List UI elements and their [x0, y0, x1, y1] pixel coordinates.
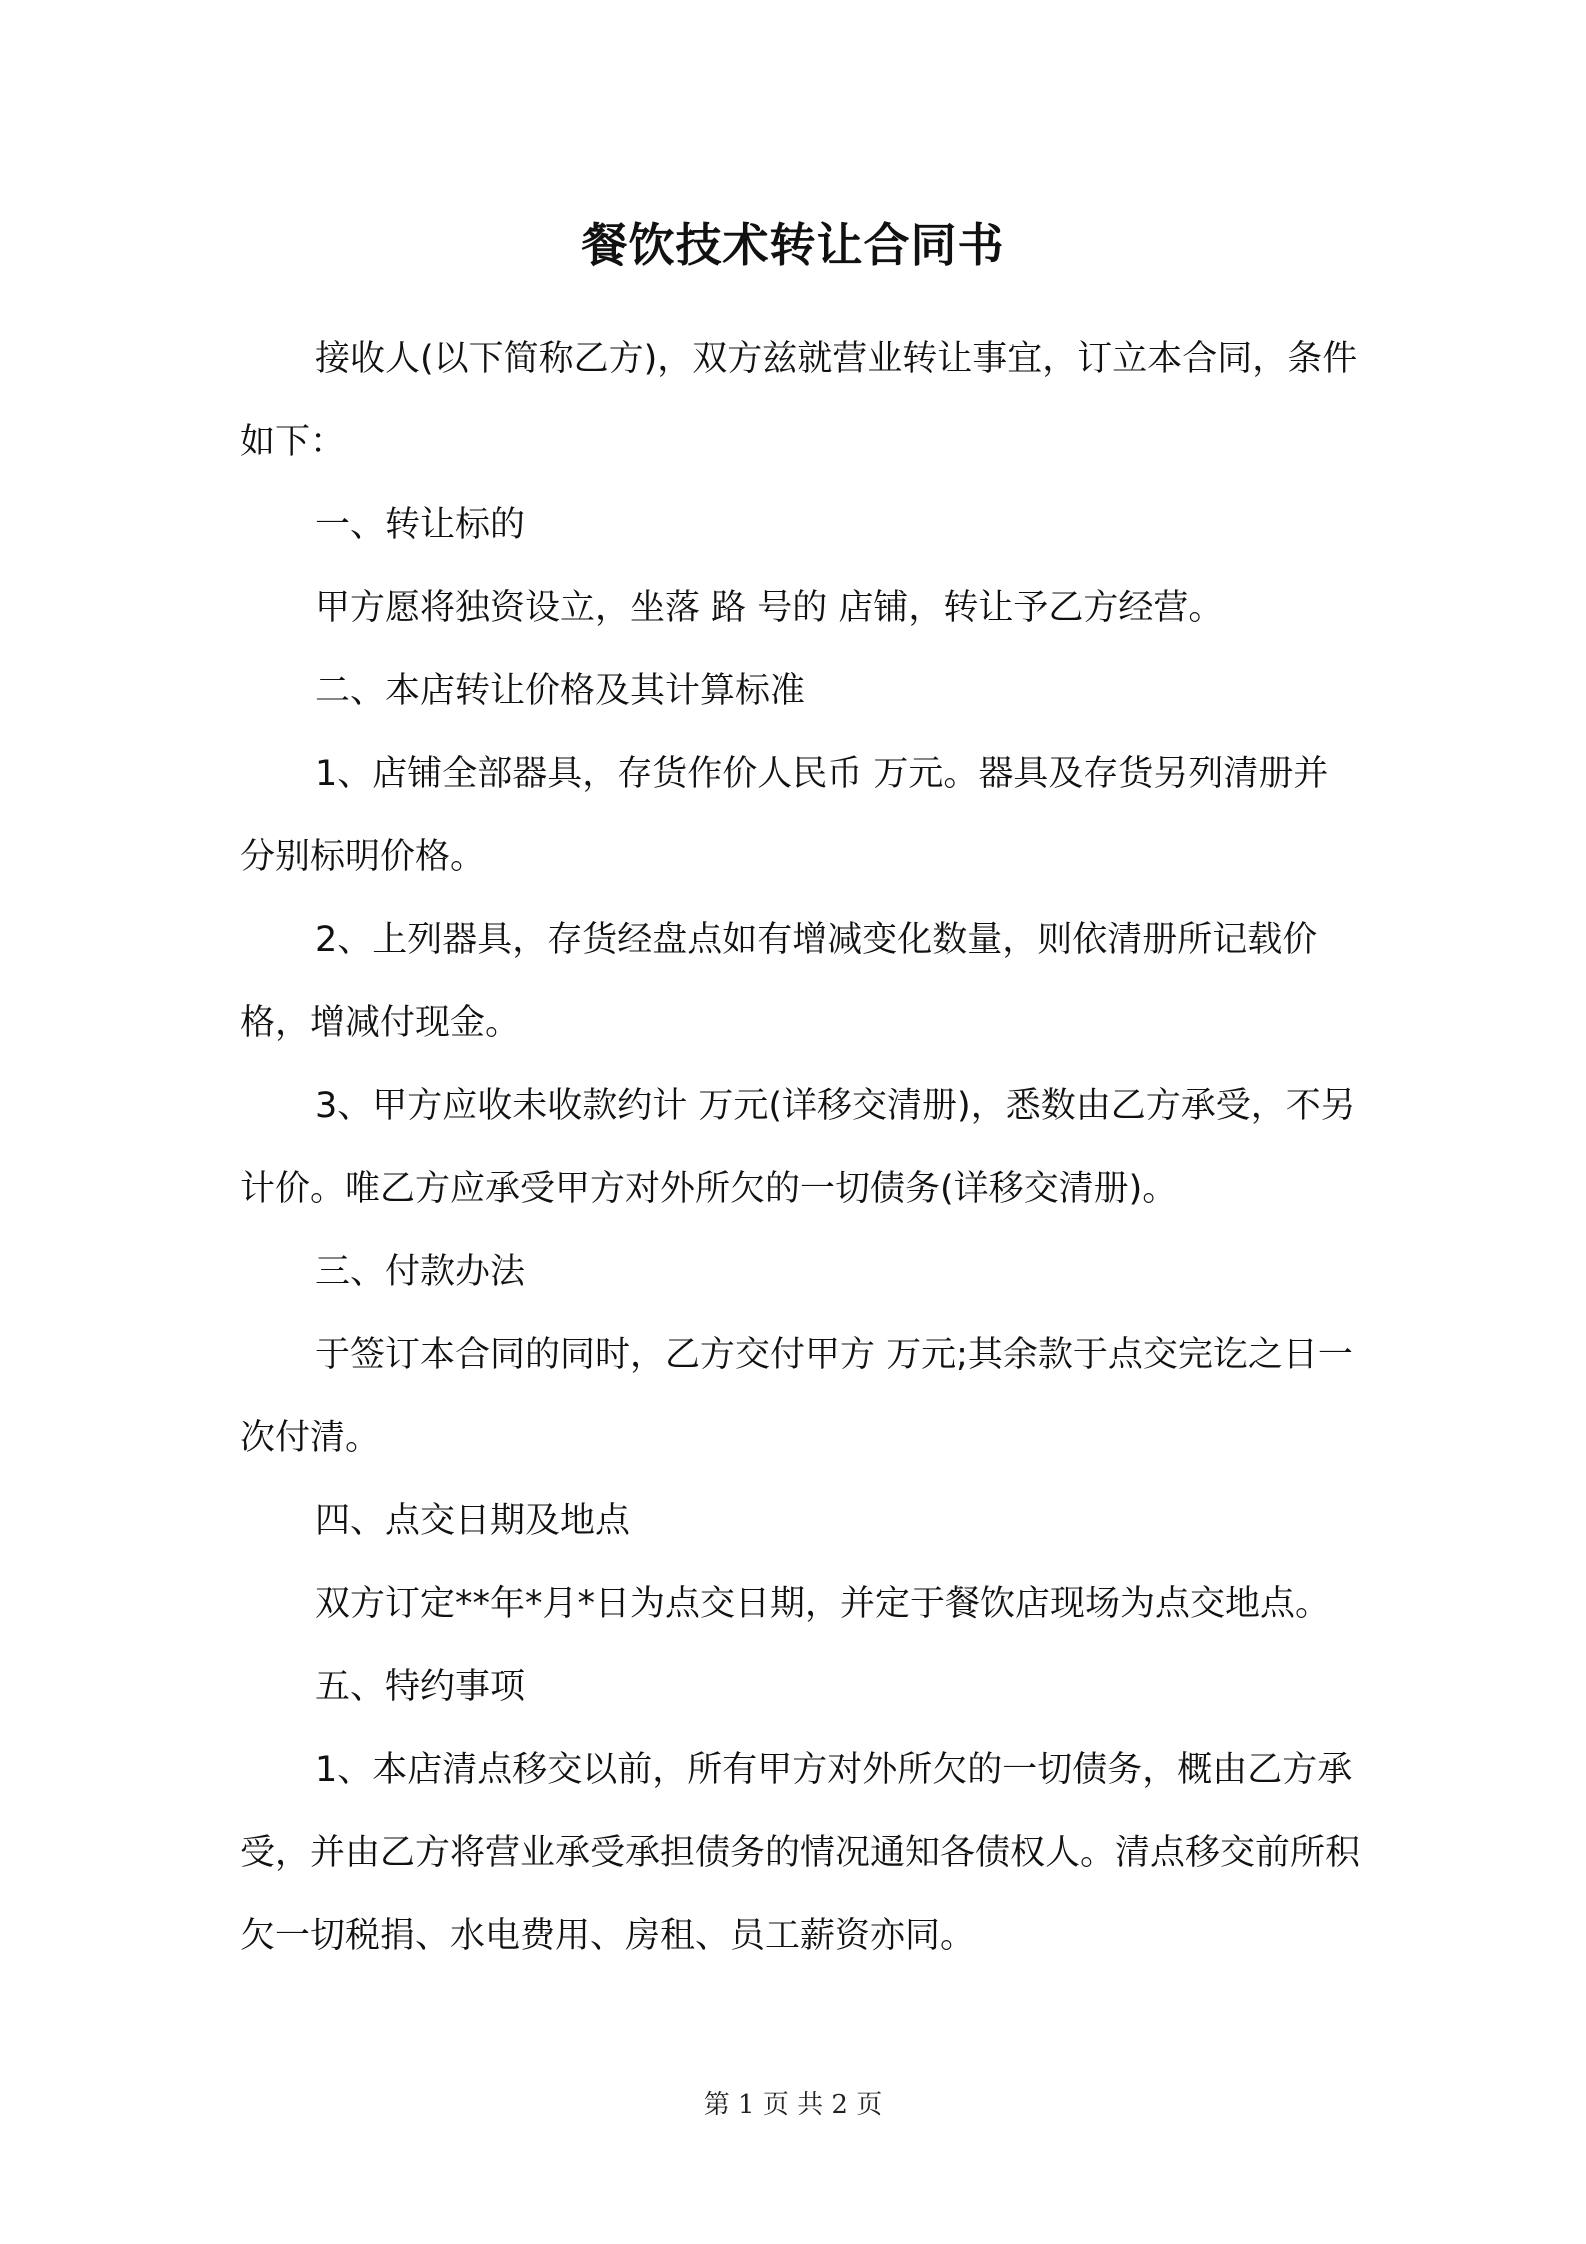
section-heading-5: 五、特约事项 [315, 1667, 526, 1707]
paragraph-handover-date: 双方订定**年*月*日为点交日期，并定于餐饮店现场为点交地点。 [315, 1584, 1331, 1624]
paragraph-price-item-2: 2、上列器具，存货经盘点如有增减变化数量，则依清册所记载价格，增减付现金。 [240, 920, 1318, 1043]
section-heading-1: 一、转让标的 [315, 505, 526, 545]
section-heading-4: 四、点交日期及地点 [315, 1501, 631, 1541]
document-body [240, 318, 1360, 1978]
section-heading-2: 二、本店转让价格及其计算标准 [315, 671, 806, 711]
section-heading-3: 三、付款办法 [315, 1252, 526, 1292]
page-number: 第 1 页 共 2 页 [703, 2090, 883, 2120]
paragraph-special-item-1: 1、本店清点移交以前，所有甲方对外所欠的一切债务，概由乙方承受，并由乙方将营业承受承担债务的情况通知各债权人。清点移交前所积欠一切税捐、水电费用、房租、员工薪资亦同。 [240, 1750, 1361, 1956]
paragraph-price-item-1: 1、店铺全部器具，存货作价人民币 万元。器具及存货另列清册并分别标明价格。 [240, 754, 1329, 877]
paragraph-transfer-subject: 甲方愿将独资设立，坐落 路 号的 店铺，转让予乙方经营。 [315, 588, 1224, 628]
paragraph-payment: 于签订本合同的同时，乙方交付甲方 万元;其余款于点交完讫之日一次付清。 [240, 1335, 1353, 1458]
document-title: 餐饮技术转让合同书 [581, 218, 1005, 272]
paragraph-intro: 接收人(以下简称乙方)，双方兹就营业转让事宜，订立本合同，条件如下： [240, 339, 1358, 462]
paragraph-price-item-3: 3、甲方应收未收款约计 万元(详移交清册)，悉数由乙方承受，不另计价。唯乙方应承受甲方对外所欠的一切债务(详移交清册)。 [240, 1086, 1356, 1209]
